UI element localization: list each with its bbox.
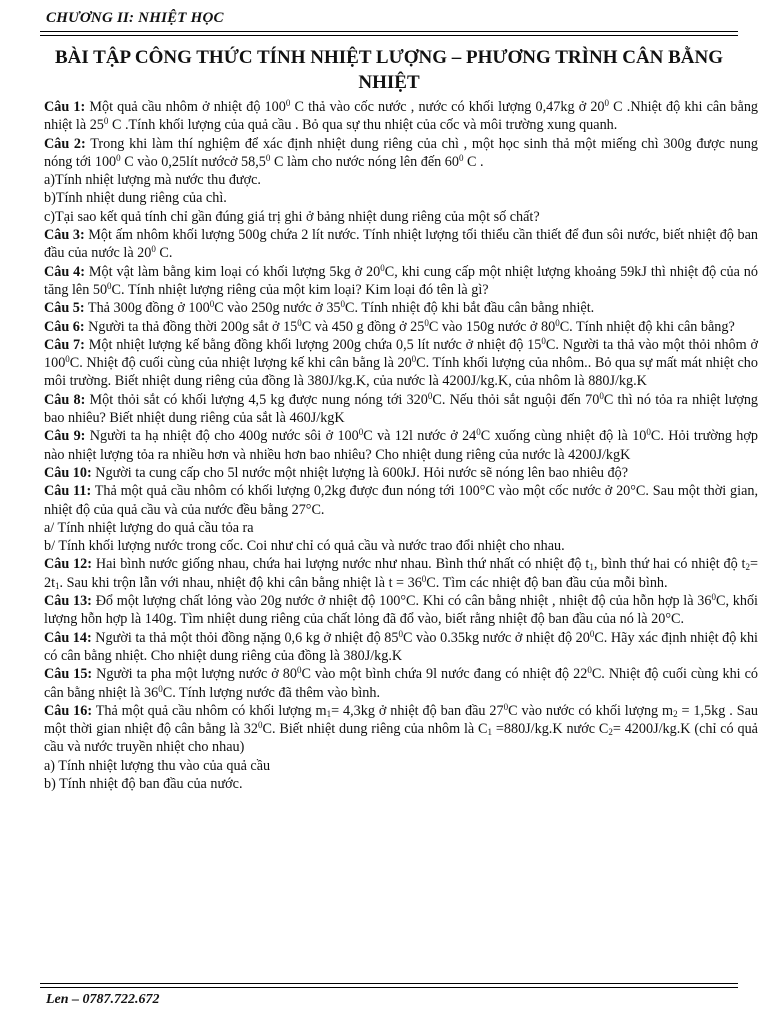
degree-superscript: 0 (604, 98, 610, 108)
question-text: C vào 0,25lít nướcở 58,5 (120, 153, 266, 170)
degree-superscript: 0 (340, 299, 346, 310)
degree-superscript: 0 (476, 427, 481, 438)
question-text: Một ấm nhôm khối lượng 500g chứa 2 lít nước. Tính nhiệt lượng tối thiểu cần thiết để đun sôi nước, biết nhiệt độ ban đầu của nước là 20 (44, 227, 758, 262)
page-title: BÀI TẬP CÔNG THỨC TÍNH NHIỆT LƯỢNG – PHƯƠNG TRÌNH CÂN BẰNG NHIỆT (54, 47, 724, 93)
degree-superscript: 0 (285, 98, 291, 108)
question-subitem (44, 537, 758, 555)
subscript: 2 (745, 562, 750, 573)
question-item (44, 427, 758, 464)
question-text: C và 12l nước ở 24 (363, 428, 477, 445)
degree-superscript: 0 (555, 317, 560, 328)
question-label: Câu 7: (44, 336, 85, 353)
question-item (44, 702, 758, 757)
question-text: b) Tính nhiệt độ ban đầu của nước. (44, 775, 243, 792)
question-text: Thả một quả cầu nhôm có khối lượng m (95, 702, 327, 719)
question-text: Người ta cung cấp cho 5l nước một nhiệt lượng là 600kJ. Hỏi nước sẽ nóng lên bao nhiêu độ? (95, 464, 629, 481)
question-text: C. Tính nhiệt lượng riêng của một kim loại? Kim loại đó tên là gì? (111, 281, 489, 298)
degree-superscript: 0 (458, 152, 464, 163)
question-subitem (44, 208, 758, 226)
footer-rule (40, 983, 738, 984)
question-item (44, 555, 758, 592)
question-text: = 2t (44, 556, 759, 591)
subscript: 1 (326, 708, 332, 719)
question-item (44, 336, 758, 391)
degree-superscript: 0 (541, 335, 546, 346)
question-text: C. Nhiệt độ cuối cùng của nhiệt lượng kế khi cân bằng là 20 (69, 355, 412, 372)
degree-superscript: 0 (646, 427, 651, 438)
question-text: Người ta thả một thỏi đồng nặng 0,6 kg ở nhiệt độ 85 (95, 629, 399, 646)
question-text: C. (155, 245, 173, 262)
question-label: Câu 11: (44, 483, 92, 500)
question-text: c)Tại sao kết quả tính chỉ gần đúng giá trị ghi ở bảng nhiệt dung riêng của một số chất? (44, 208, 540, 225)
degree-superscript: 0 (380, 262, 385, 273)
degree-superscript: 0 (398, 628, 403, 639)
question-text: a) Tính nhiệt lượng thu vào của quả cầu (44, 757, 271, 774)
question-item (44, 464, 758, 482)
question-text: Đổ một lượng chất lỏng vào 20g nước ở nhiệt độ 100°C. Khi có cân bằng nhiệt , nhiệt độ của hỗn hợp là 36 (95, 593, 712, 610)
question-subitem (44, 189, 758, 207)
question-text: C. Nếu thỏi sắt nguội đến 70 (432, 391, 600, 408)
question-item (44, 226, 758, 263)
question-text: C. Hỏi trường hợp nào nhiệt lượng tỏa ra nhiều hơn và nhiều hơn bao nhiêu? Cho nhiệt dung riêng của nước là 4200J/kgK (44, 428, 758, 463)
question-text: C. Tính khối lượng của nhôm.. Bỏ qua sự mất mát nhiệt cho môi trường. Biết nhiệt dung riêng của đồng là 380J/kg.K, của nước là 4200J/kg.K, của nhôm là 880J/kg.K (44, 355, 758, 390)
question-text: C thì nó tỏa ra nhiệt lượng bao nhiêu? Biết nhiệt dung riêng của sắt là 460J/kgK (44, 391, 759, 427)
question-label: Câu 12: (44, 556, 92, 573)
question-text: = 4200J/kg.K (chỉ có quả cầu và nước truyền nhiệt cho nhau) (44, 721, 758, 756)
question-text: C, khối lượng hỗn hợp là 140g. Tìm nhiệt dung riêng của chất lỏng đã đổ vào, biết rằng nhiệt độ ban đầu của nó là 20°C. (44, 593, 758, 628)
question-label: Câu 15: (44, 666, 93, 683)
question-text: C. Tính nhiệt độ khi cân bằng? (559, 318, 735, 335)
question-text: Người ta thả đồng thời 200g sắt ở 15 (88, 318, 298, 335)
header-rule-double (40, 35, 738, 36)
question-text: C thả vào cốc nước , nước có khối lượng 0,47kg ở 20 (290, 99, 605, 115)
degree-superscript: 0 (424, 317, 429, 328)
question-text: a)Tính nhiệt lượng mà nước thu được. (44, 172, 261, 189)
degree-superscript: 0 (297, 317, 302, 328)
question-text: Một thỏi sắt có khối lượng 4,5 kg được nung nóng tới 320 (89, 391, 428, 408)
question-label: Câu 4: (44, 263, 85, 280)
question-text: C vào 250g nước ở 35 (214, 300, 341, 317)
question-item (44, 629, 758, 666)
subscript: 2 (608, 727, 613, 738)
question-item (44, 98, 758, 135)
question-text: C làm cho nước nóng lên đến 60 (270, 153, 459, 170)
question-label: Câu 1: (44, 99, 86, 115)
degree-superscript: 0 (296, 665, 302, 676)
question-item (44, 135, 758, 172)
degree-superscript: 0 (358, 427, 364, 438)
degree-superscript: 0 (587, 665, 592, 676)
subscript: 1 (589, 562, 594, 573)
question-text: Người ta hạ nhiệt độ cho 400g nước sôi ở 100 (89, 428, 359, 445)
question-subitem (44, 171, 758, 189)
degree-superscript: 0 (599, 390, 604, 401)
exercise-list (44, 98, 758, 793)
question-label: Câu 2: (44, 135, 86, 152)
question-text: C vào 0.35kg nước ở nhiệt độ 20 (403, 629, 590, 646)
question-text: , bình thứ hai có nhiệt độ t (593, 556, 746, 573)
degree-superscript: 0 (103, 116, 109, 127)
degree-superscript: 0 (116, 152, 121, 163)
question-text: Trong khi làm thí nghiệm để xác định nhiệt dung riêng của chì , một học sinh thả một miếng chì 300g được nung nóng tới 100 (44, 135, 758, 170)
question-text: b/ Tính khối lượng nước trong cốc. Coi như chỉ có quả cầu và nước trao đổi nhiệt cho nhau. (44, 538, 565, 555)
question-item (44, 665, 758, 702)
question-text: Thả 300g đồng ở 100 (87, 300, 210, 317)
subscript: 1 (487, 727, 493, 738)
question-item (44, 318, 758, 336)
degree-superscript: 0 (411, 354, 417, 365)
question-text: Người ta pha một lượng nước ở 80 (96, 666, 297, 683)
question-item (44, 482, 758, 519)
degree-superscript: 0 (503, 701, 509, 712)
chapter-header: CHƯƠNG II: NHIỆT HỌC (46, 10, 224, 26)
question-text: C vào một bình chứa 9l nước đang có nhiệt độ 22 (301, 666, 588, 683)
question-item (44, 299, 758, 317)
question-label: Câu 5: (44, 300, 85, 317)
question-text: Thả một quả cầu nhôm có khối lượng 0,2kg được đun nóng tới 100°C vào một cốc nước ở 20°C. Sau một thời gian, nhiệt độ của quả cầu và của nước đều bằng 27°C. (44, 483, 759, 518)
question-label: Câu 3: (44, 227, 85, 244)
question-text: C và 450 g đồng ở 25 (301, 318, 425, 335)
degree-superscript: 0 (265, 152, 271, 163)
question-label: Câu 16: (44, 702, 93, 719)
question-text: C, khi cung cấp một nhiệt lượng khoảng 59kJ thì nhiệt độ của nó tăng lên 50 (44, 263, 758, 298)
question-text: C vào nước có khối lượng m (508, 702, 674, 719)
question-label: Câu 10: (44, 464, 92, 481)
question-text: =880J/kg.K nước C (492, 721, 609, 738)
question-label: Câu 13: (44, 593, 92, 610)
question-text: C. Người ta thả vào một thỏi nhôm ở 100 (44, 336, 759, 372)
degree-superscript: 0 (151, 244, 156, 255)
question-label: Câu 14: (44, 629, 92, 646)
degree-superscript: 0 (209, 299, 215, 310)
question-item (44, 391, 758, 428)
question-item (44, 263, 758, 300)
degree-superscript: 0 (421, 573, 427, 584)
degree-superscript: 0 (258, 720, 263, 731)
question-subitem (44, 757, 758, 775)
question-text: C. Tính lượng nước đã thêm vào bình. (162, 684, 381, 701)
question-text: C. Hãy xác định nhiệt độ khi có cân bằng nhiệt. Cho nhiệt dung riêng của đồng là 380J/kg.K (44, 629, 758, 664)
question-text: C. Tìm các nhiệt độ ban đầu của mỗi bình. (426, 574, 668, 591)
question-text: Một vật làm bằng kim loại có khối lượng 5kg ở 20 (88, 263, 381, 280)
question-text: C vào 150g nước ở 80 (428, 318, 556, 335)
question-text: C xuống cùng nhiệt độ là 10 (480, 428, 647, 445)
question-text: b)Tính nhiệt dung riêng của chì. (44, 190, 227, 207)
question-text: C. Tính nhiệt độ khi bắt đầu cân bằng nhiệt. (345, 300, 595, 317)
question-label: Câu 6: (44, 318, 85, 335)
question-text: C .Tính khối lượng của quả cầu . Bỏ qua sự thu nhiệt của cốc và môi trường xung quanh. (108, 117, 618, 134)
footer-rule-double (40, 987, 738, 988)
question-text: . Sau khi trộn lẫn với nhau, nhiệt độ khi cân bằng nhiệt là t = 36 (59, 574, 422, 591)
subscript: 1 (55, 580, 60, 591)
question-subitem (44, 775, 758, 793)
question-item (44, 592, 758, 629)
question-text: C . (463, 153, 484, 170)
footer-author: Len – 0787.722.672 (46, 992, 160, 1007)
subscript: 2 (673, 708, 678, 719)
degree-superscript: 0 (107, 280, 112, 291)
degree-superscript: 0 (427, 390, 433, 401)
question-text: = 1,5kg . Sau một thời gian nhiệt độ cân bằng là 32 (44, 702, 758, 738)
question-text: C. Biết nhiệt dung riêng của nhôm là C (262, 721, 488, 738)
degree-superscript: 0 (711, 592, 716, 603)
question-text: a/ Tính nhiệt lượng do quả cầu tỏa ra (44, 519, 254, 536)
question-text: = 4,3kg ở nhiệt độ ban đầu 27 (331, 702, 504, 719)
question-text: Một nhiệt lượng kế bằng đồng khối lượng 200g chứa 0,5 lít nước ở nhiệt độ 15 (88, 336, 542, 353)
question-text: Một quả cầu nhôm ở nhiệt độ 100 (89, 99, 286, 115)
degree-superscript: 0 (65, 354, 70, 365)
header-rule (40, 31, 738, 32)
question-text: Hai bình nước giống nhau, chứa hai lượng nước như nhau. Bình thứ nhất có nhiệt độ t (95, 556, 590, 573)
question-text: C .Nhiệt độ khi cân bằng nhiệt là 25 (44, 99, 759, 134)
question-text: C. Nhiệt độ cuối cùng khi có cân bằng nhiệt là 36 (44, 666, 759, 701)
question-label: Câu 9: (44, 428, 86, 445)
degree-superscript: 0 (158, 683, 163, 694)
question-label: Câu 8: (44, 391, 86, 408)
question-subitem (44, 519, 758, 537)
degree-superscript: 0 (589, 628, 595, 639)
